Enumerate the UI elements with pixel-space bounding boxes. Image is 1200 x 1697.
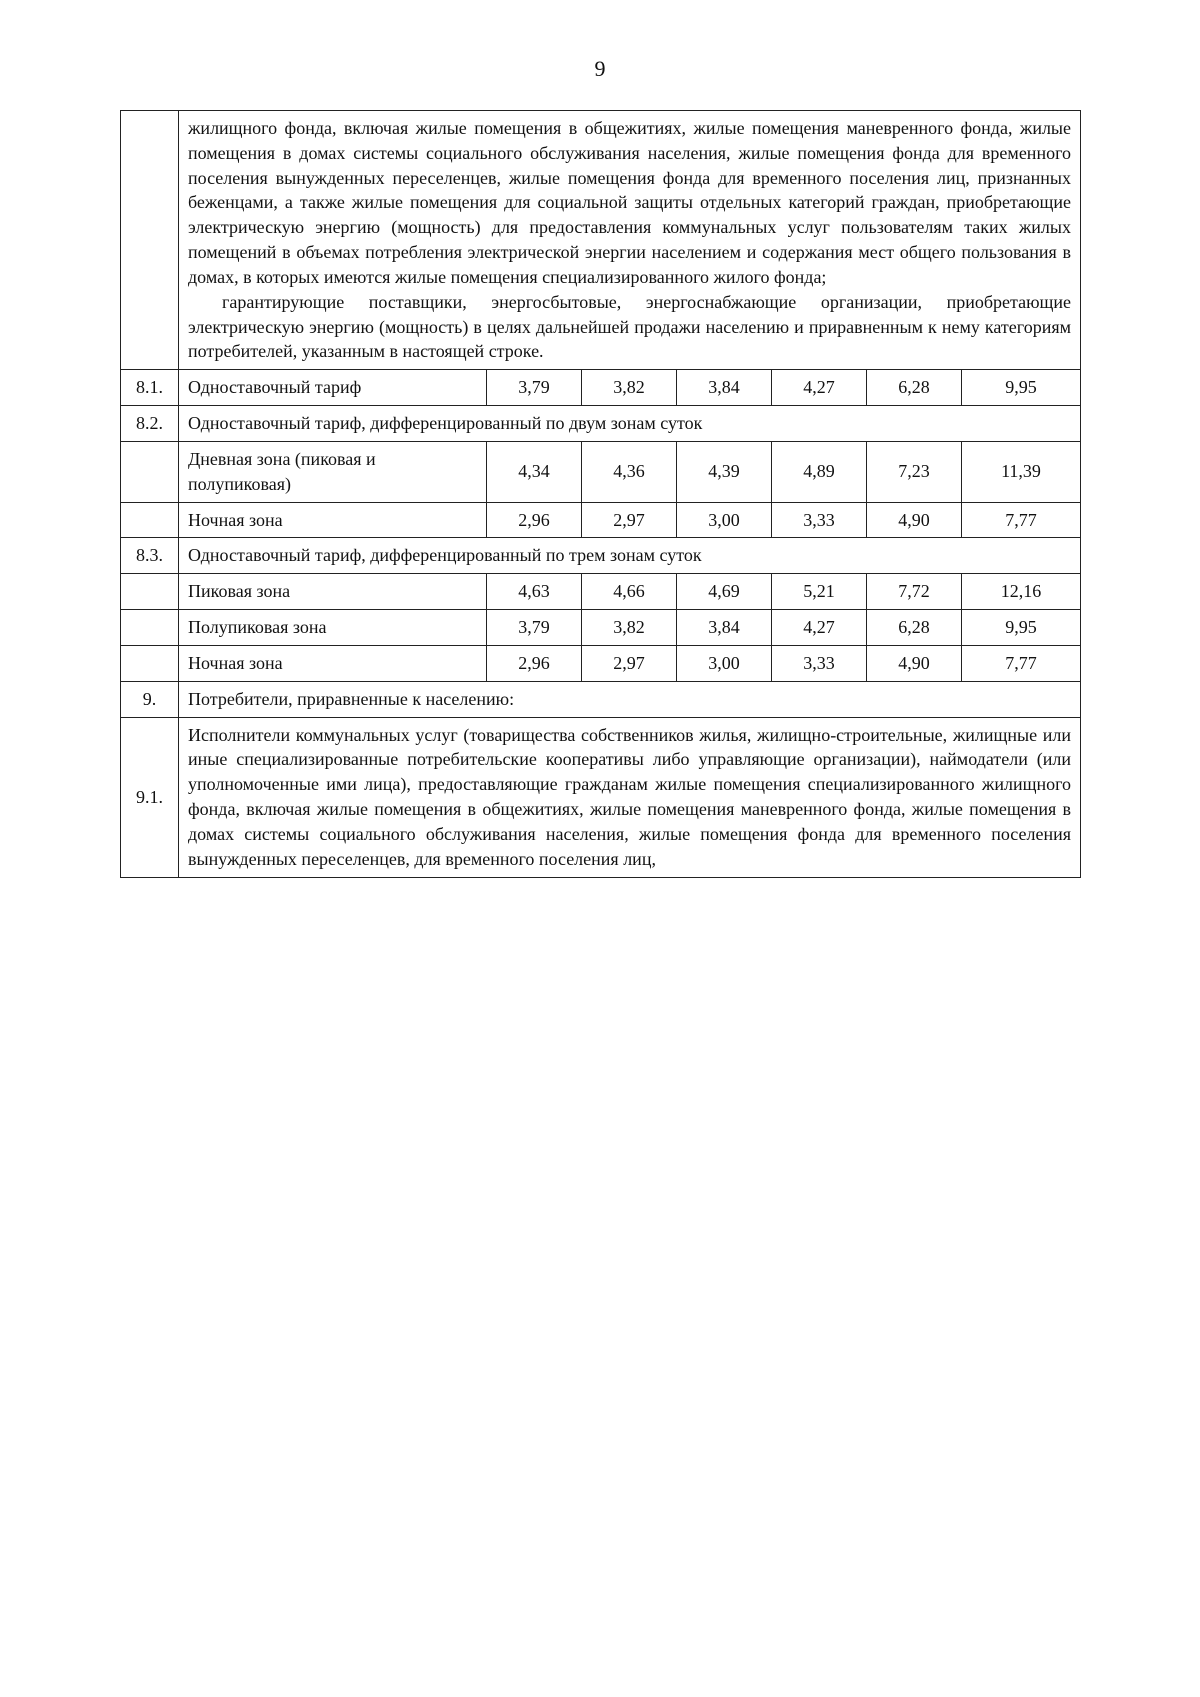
tariff-value: 2,97: [582, 502, 677, 538]
intro-cell: [179, 111, 1081, 370]
tariff-value: 2,96: [487, 645, 582, 681]
tariff-value: 3,33: [772, 645, 867, 681]
row-number: 8.2.: [121, 406, 179, 442]
table-row: [121, 370, 1081, 406]
tariff-value: 11,39: [962, 441, 1081, 502]
tariff-value: 3,00: [677, 645, 772, 681]
tariff-value: 3,82: [582, 610, 677, 646]
intro-paragraph-1: жилищного фонда, включая жилые помещения в общежитиях, жилые помещения маневренного фонда, жилые помещения в домах системы социального обслуживания населения, жилые помещения фонда для временного поселения вынужденных переселенцев, жилые помещения фонда для временного поселения лиц, признанных беженцами, а также жилые помещения для социальной защиты отдельных категорий граждан, приобретающие электрическую энергию (мощность) для предоставления коммунальных услуг пользователям таких жилых помещений в объемах потребления электрической энергии населением и содержания мест общего пользования в домах, в которых имеются жилые помещения специализированного жилого фонда;: [188, 118, 1072, 287]
table-row: [121, 538, 1081, 574]
table-row: [121, 502, 1081, 538]
tariff-value: 3,84: [677, 610, 772, 646]
tariff-value: 3,00: [677, 502, 772, 538]
table-row: [121, 681, 1081, 717]
tariff-value: 3,84: [677, 370, 772, 406]
table-row: [121, 574, 1081, 610]
page-number: 9: [594, 56, 606, 81]
row-number: 8.3.: [121, 538, 179, 574]
tariff-value: 7,72: [867, 574, 962, 610]
intro-num-cell: [121, 111, 179, 370]
row-number: 9.: [121, 681, 179, 717]
row-label: Пиковая зона: [179, 574, 487, 610]
table-row: [121, 441, 1081, 502]
tariff-value: 4,90: [867, 645, 962, 681]
tariff-value: 4,89: [772, 441, 867, 502]
row-label: Одноставочный тариф, дифференцированный по двум зонам суток: [179, 406, 1081, 442]
tariff-value: 4,27: [772, 370, 867, 406]
row-label: Дневная зона (пиковая и полупиковая): [179, 441, 487, 502]
tariff-value: 6,28: [867, 370, 962, 406]
tariff-value: 3,79: [487, 610, 582, 646]
tariff-value: 2,97: [582, 645, 677, 681]
row-label: Полупиковая зона: [179, 610, 487, 646]
table-row: [121, 406, 1081, 442]
intro-paragraph-2: гарантирующие поставщики, энергосбытовые, энергоснабжающие организации, приобретающие электрическую энергию (мощность) в целях дальнейшей продажи населению и приравненным к нему категориям потребителей, указанным в настоящей строке.: [188, 291, 1072, 362]
row-label: Одноставочный тариф: [179, 370, 487, 406]
tariff-value: 7,77: [962, 645, 1081, 681]
tariff-value: 3,79: [487, 370, 582, 406]
tariff-value: 4,39: [677, 441, 772, 502]
row-number: [121, 441, 179, 502]
row-label: Исполнители коммунальных услуг (товарищества собственников жилья, жилищно-строительные, жилищные или иные специализированные потребительские кооперативы либо управляющие организации), наймодатели (или уполномоченные ими лица), предоставляющие гражданам жилые помещения специализированного жилищного фонда, включая жилые помещения в общежитиях, жилые помещения маневренного фонда, жилые помещения в домах системы социального обслуживания населения, жилые помещения фонда для временного поселения вынужденных переселенцев, для временного поселения лиц,: [179, 717, 1081, 877]
tariff-value: 4,34: [487, 441, 582, 502]
tariff-value: 4,36: [582, 441, 677, 502]
tariff-value: 4,66: [582, 574, 677, 610]
tariff-value: 3,82: [582, 370, 677, 406]
intro-row: [121, 111, 1081, 370]
table-row: [121, 645, 1081, 681]
tariff-value: 2,96: [487, 502, 582, 538]
row-number: [121, 610, 179, 646]
table-row: [121, 610, 1081, 646]
row-label: Ночная зона: [179, 645, 487, 681]
row-number: [121, 645, 179, 681]
tariff-value: 6,28: [867, 610, 962, 646]
tariff-table-body: [121, 111, 1081, 878]
row-number: 8.1.: [121, 370, 179, 406]
table-row: [121, 717, 1081, 877]
tariff-value: 7,77: [962, 502, 1081, 538]
row-label: Ночная зона: [179, 502, 487, 538]
tariff-value: 3,33: [772, 502, 867, 538]
row-number: [121, 574, 179, 610]
row-number: [121, 502, 179, 538]
tariff-value: 5,21: [772, 574, 867, 610]
tariff-value: 4,63: [487, 574, 582, 610]
tariff-value: 9,95: [962, 370, 1081, 406]
row-number: 9.1.: [121, 717, 179, 877]
row-label: Потребители, приравненные к населению:: [179, 681, 1081, 717]
tariff-value: 4,69: [677, 574, 772, 610]
tariff-table: [120, 110, 1081, 878]
tariff-value: 7,23: [867, 441, 962, 502]
tariff-value: 4,27: [772, 610, 867, 646]
row-label: Одноставочный тариф, дифференцированный по трем зонам суток: [179, 538, 1081, 574]
tariff-value: 12,16: [962, 574, 1081, 610]
tariff-value: 9,95: [962, 610, 1081, 646]
tariff-value: 4,90: [867, 502, 962, 538]
